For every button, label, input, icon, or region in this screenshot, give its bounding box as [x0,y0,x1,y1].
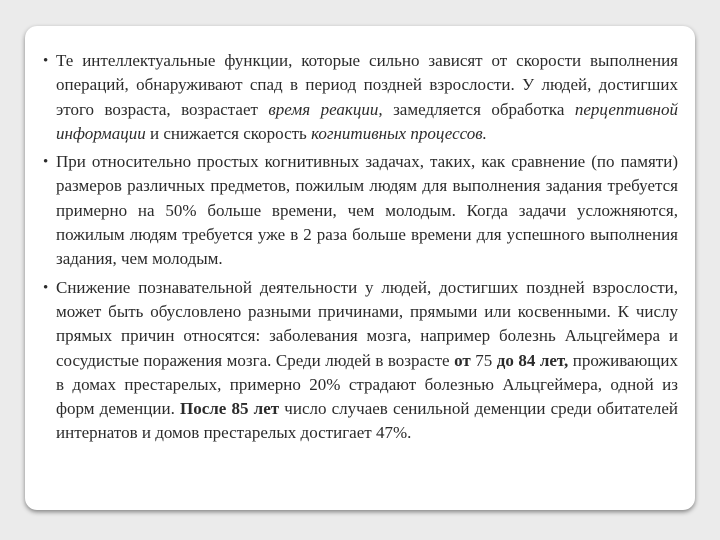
bold-after-85: После 85 лет [180,399,280,419]
text-segment: и снижается скорость [145,123,312,143]
bold-from: от [454,350,471,370]
bullet-list [42,49,678,446]
emphasis-reaction-time: время реакции, [268,99,383,119]
text-segment: При относительно простых когнитивных задачах, таких, как сравнение (по памяти) размеров различных предметов, пожилым людям для выполнения задания требуется примерно на 50% больше времени, чем молодым. Когда задачи усложняются, пожилым людям требуется уже в 2 раза больше времени для успешного выполнения задания, чем молодым. [56,152,678,269]
bold-to-84: до 84 лет, [496,350,569,370]
bullet-item-3 [42,276,678,446]
bullet-dot: • [43,279,49,296]
bullet-item-1 [42,49,678,146]
emphasis-cognitive-processes: когнитивных процессов. [311,123,487,143]
bullet-item-2 [42,150,678,271]
emphasis-perceptual-info: перцептивной информации [56,99,678,143]
bullet-dot: • [43,53,49,69]
text-segment: число случаев сенильной деменции среди обитателей интернатов и домов престарелых достигает 47%. [56,399,679,443]
slide-card [25,26,695,510]
text-segment: замедляется обработка [382,99,575,119]
bullet-dot: • [43,154,49,171]
text-segment: Те интеллектуальные функции, которые сильно зависят от скорости выполнения операций, обнаруживают спад в период поздней взрослости. У людей, достигших этого возраста, возрастает [56,51,678,119]
text-segment: проживающих в домах престарелых, примерно 20% страдают болезнью Альцгеймера, одной из форм деменции. [56,350,678,419]
text-segment: Снижение познавательной деятельности у людей, достигших поздней взрослости, может быть обусловлено разными причинами, прямыми или косвенными. К числу прямых причин относятся: заболевания мозга, например болезнь Альцгеймера и сосудистые поражения мозга. Среди людей в возрасте [56,277,678,370]
text-segment: 75 [470,350,497,370]
